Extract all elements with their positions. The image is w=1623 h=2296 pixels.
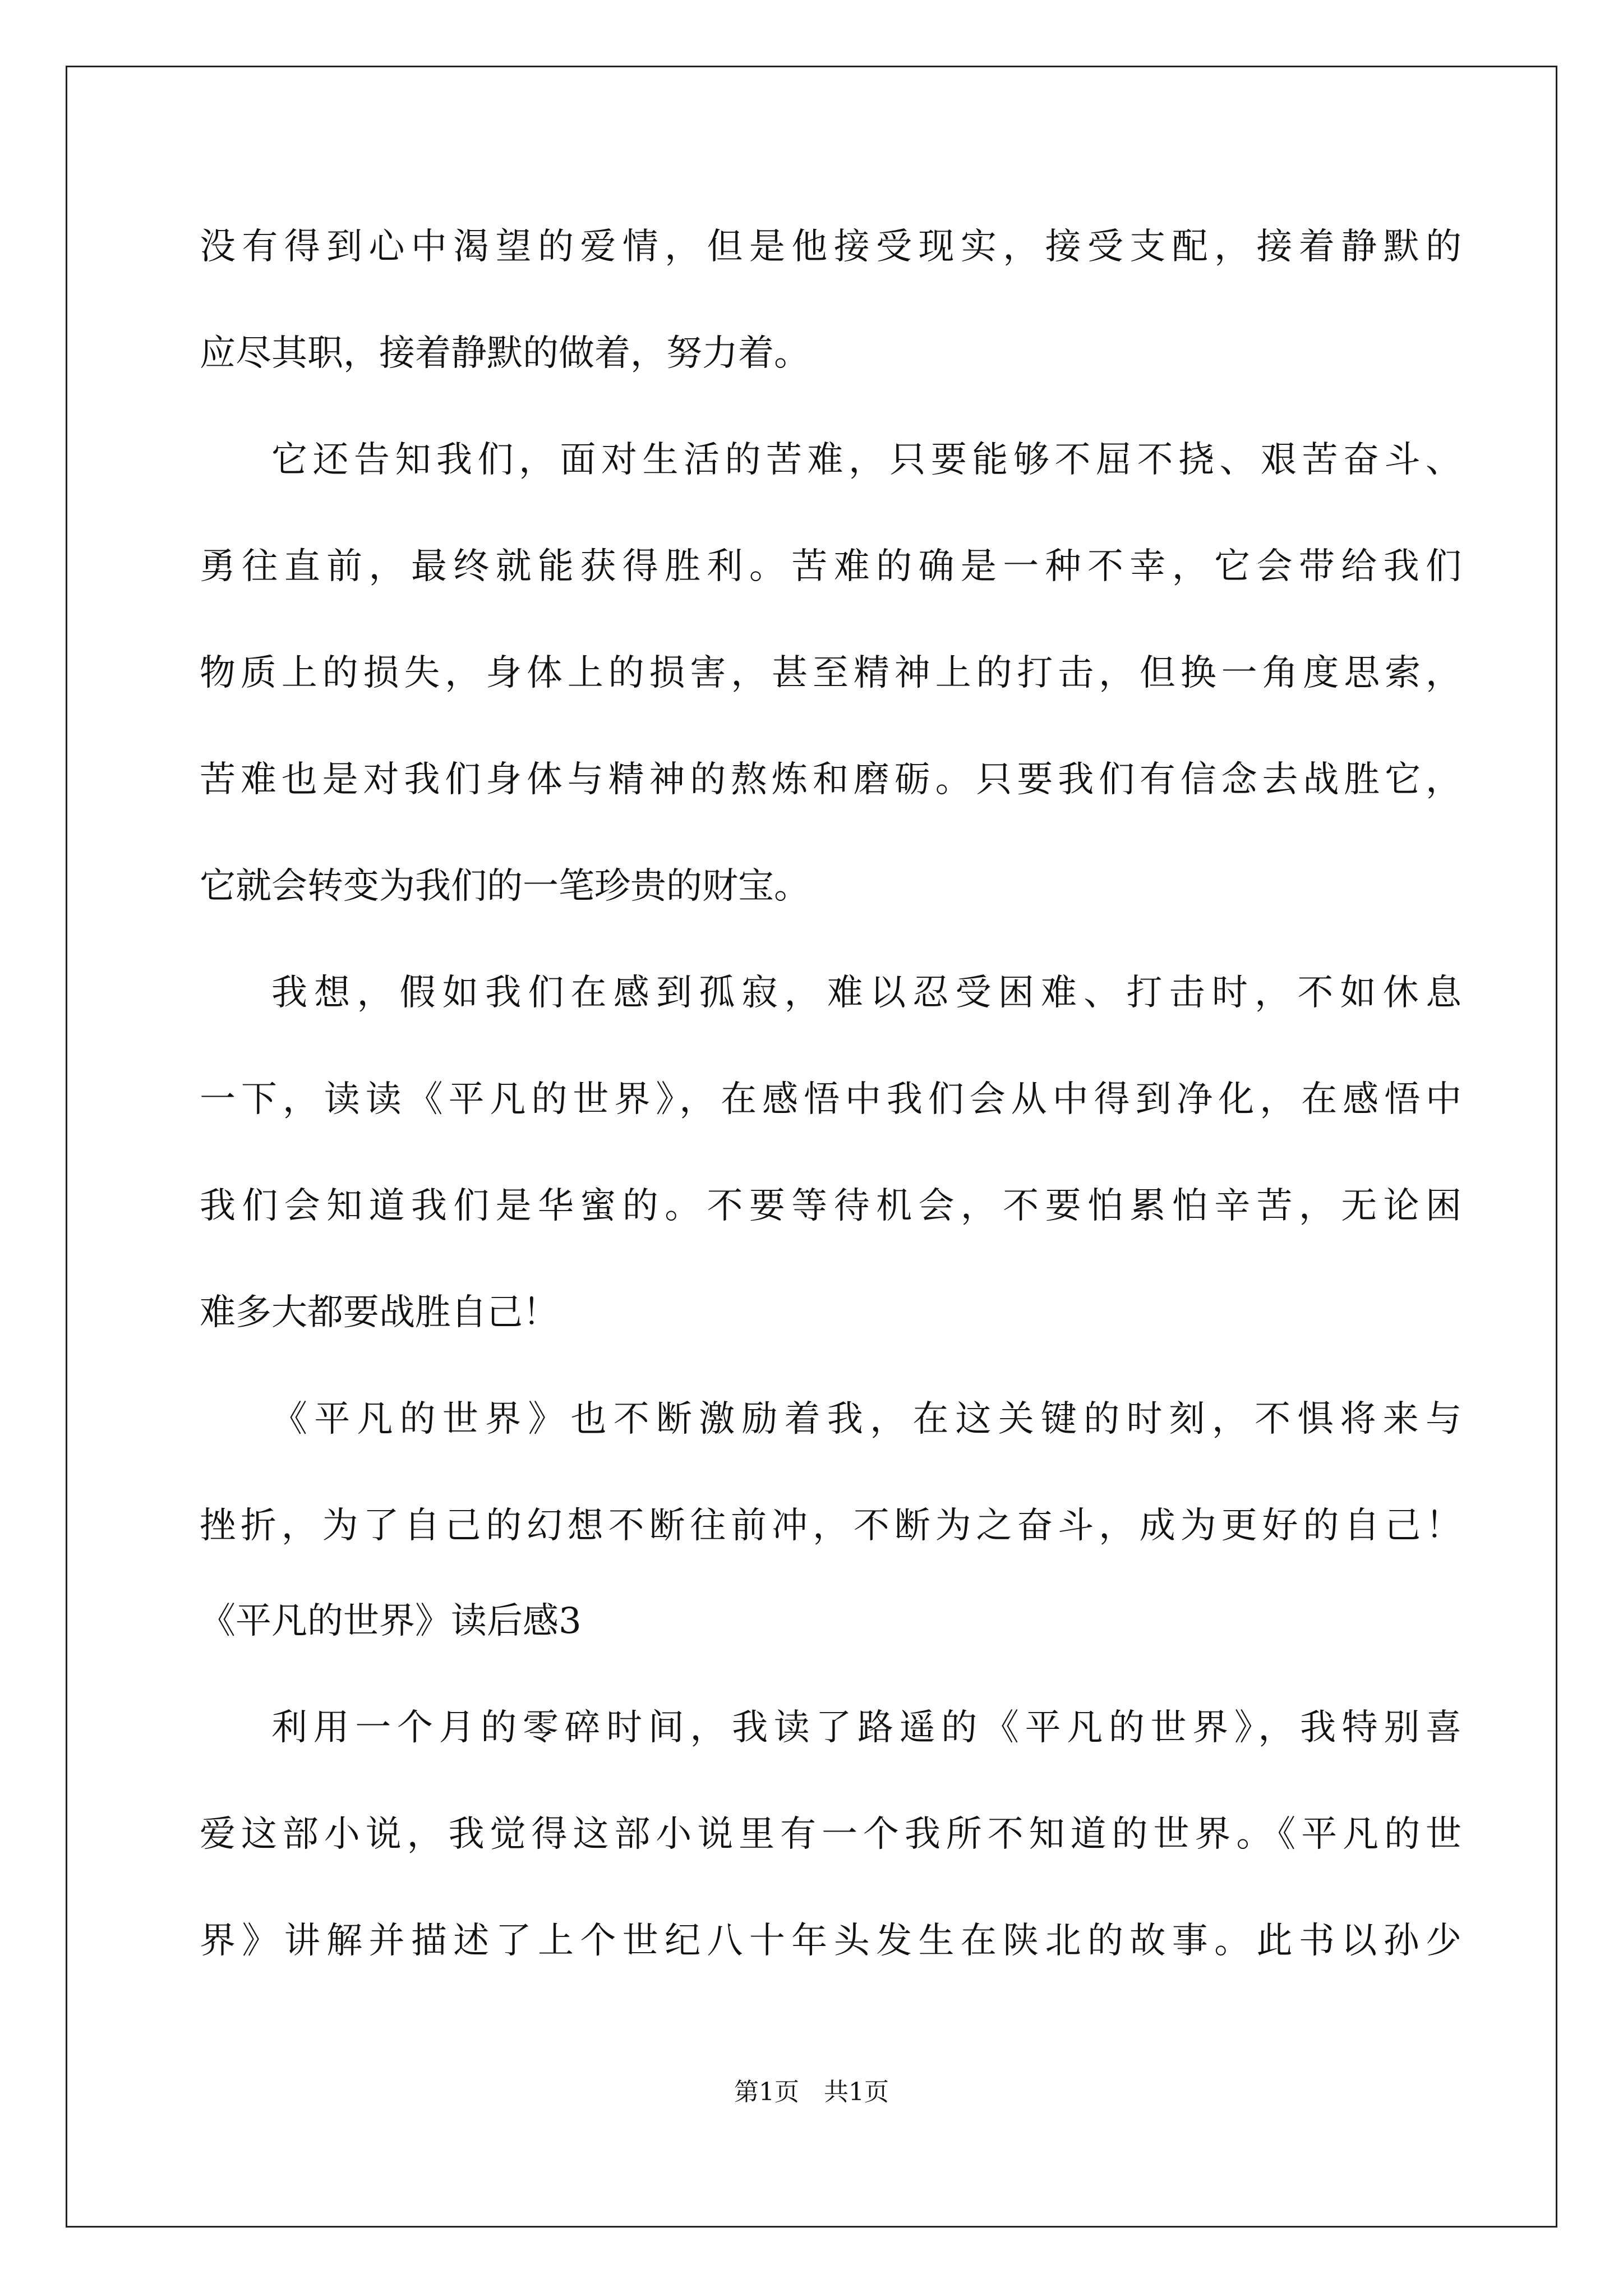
paragraph-line: 苦难也是对我们身体与精神的熬炼和磨砺。只要我们有信念去战胜它， bbox=[200, 759, 1461, 800]
paragraph-line: 物质上的损失，身体上的损害，甚至精神上的打击，但换一角度思索， bbox=[200, 652, 1461, 694]
paragraph-line: 没有得到心中渴望的爱情，但是他接受现实，接受支配，接着静默的 bbox=[200, 226, 1461, 268]
paragraph-line: 我们会知道我们是华蜜的。不要等待机会，不要怕累怕辛苦，无论困 bbox=[200, 1185, 1461, 1227]
paragraph-line: 我想，假如我们在感到孤寂，难以忍受困难、打击时，不如休息 bbox=[271, 972, 1461, 1014]
paragraph-line: 难多大都要战胜自己！ bbox=[200, 1292, 559, 1333]
paragraph-line: 勇往直前，最终就能获得胜利。苦难的确是一种不幸，它会带给我们 bbox=[200, 546, 1461, 587]
section-heading: 《平凡的世界》读后感3 bbox=[200, 1600, 582, 1642]
page-footer: 第1页 共1页 bbox=[734, 2078, 889, 2106]
paragraph-line: 界》讲解并描述了上个世纪八十年头发生在陕北的故事。此书以孙少 bbox=[200, 1920, 1461, 1962]
page-border bbox=[66, 66, 1557, 2228]
paragraph-line: 《平凡的世界》也不断激励着我，在这关键的时刻，不惧将来与 bbox=[271, 1398, 1461, 1440]
paragraph-line: 它就会转变为我们的一笔珍贵的财宝。 bbox=[200, 866, 810, 907]
paragraph-line: 挫折，为了自己的幻想不断往前冲，不断为之奋斗，成为更好的自己！ bbox=[200, 1505, 1461, 1547]
paragraph-line: 利用一个月的零碎时间，我读了路遥的《平凡的世界》，我特别喜 bbox=[271, 1707, 1461, 1749]
paragraph-line: 一下，读读《平凡的世界》，在感悟中我们会从中得到净化，在感悟中 bbox=[200, 1079, 1461, 1120]
paragraph-line: 应尽其职，接着静默的做着，努力着。 bbox=[200, 333, 810, 374]
paragraph-line: 它还告知我们，面对生活的苦难，只要能够不屈不挠、艰苦奋斗、 bbox=[271, 439, 1461, 481]
paragraph-line: 爱这部小说，我觉得这部小说里有一个我所不知道的世界。《平凡的世 bbox=[200, 1814, 1461, 1855]
